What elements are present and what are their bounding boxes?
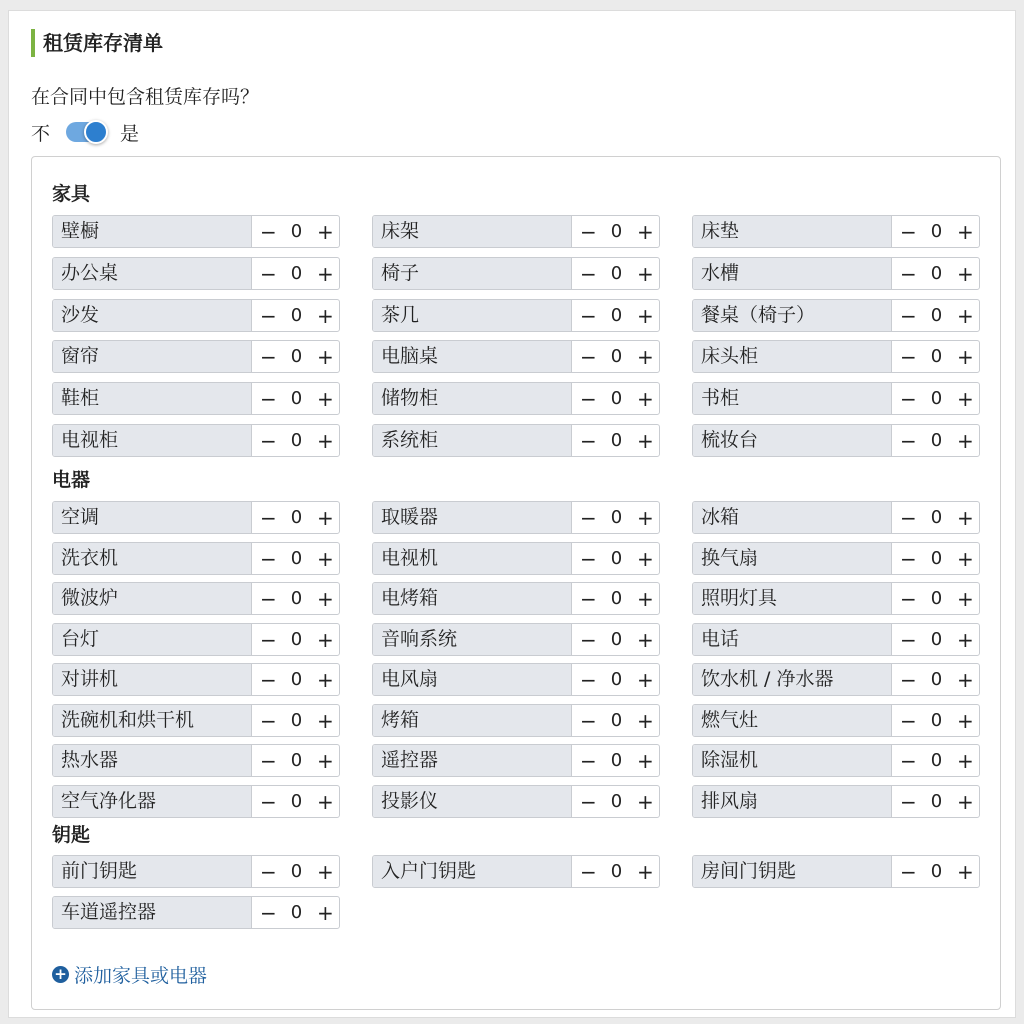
decrement-button[interactable]: − [900,219,917,244]
increment-button[interactable]: + [957,748,974,773]
increment-button[interactable]: + [637,505,654,530]
quantity-stepper [252,258,339,289]
decrement-button[interactable]: − [580,505,597,530]
quantity-stepper [252,583,339,614]
item-label: 床垫 [693,216,892,247]
quantity-value[interactable]: 0 [610,305,623,326]
item-label: 前门钥匙 [53,856,252,887]
increment-button[interactable]: + [317,505,334,530]
item-label: 电话 [693,624,892,655]
decrement-button[interactable]: − [260,505,277,530]
quantity-stepper [572,705,659,736]
decrement-button[interactable]: − [580,586,597,611]
quantity-value[interactable]: 0 [930,669,943,690]
item-label: 储物柜 [373,383,572,414]
item-label: 床头柜 [693,341,892,372]
quantity-stepper [892,216,979,247]
increment-button[interactable]: + [957,859,974,884]
increment-button[interactable]: + [957,261,974,286]
quantity-value[interactable]: 0 [290,263,303,284]
increment-button[interactable]: + [637,219,654,244]
decrement-button[interactable]: − [580,748,597,773]
increment-button[interactable]: + [637,859,654,884]
increment-button[interactable]: + [637,303,654,328]
quantity-value[interactable]: 0 [610,430,623,451]
quantity-stepper [572,425,659,456]
increment-button[interactable]: + [637,386,654,411]
inventory-item [692,704,980,737]
quantity-stepper [572,502,659,533]
quantity-stepper [572,300,659,331]
increment-button[interactable]: + [317,859,334,884]
toggle-off-label: 不 [31,122,51,145]
inventory-item [52,257,340,290]
inventory-item [52,896,340,929]
item-label: 房间门钥匙 [693,856,892,887]
quantity-value[interactable]: 0 [290,710,303,731]
inventory-item [52,501,340,534]
item-label: 微波炉 [53,583,252,614]
decrement-button[interactable]: − [260,748,277,773]
item-label: 取暖器 [373,502,572,533]
decrement-button[interactable]: − [900,505,917,530]
quantity-stepper [892,786,979,817]
quantity-value[interactable]: 0 [610,388,623,409]
increment-button[interactable]: + [317,546,334,571]
quantity-stepper [572,745,659,776]
section-title: 家具 [52,183,91,205]
increment-button[interactable]: + [957,667,974,692]
quantity-stepper [252,786,339,817]
quantity-stepper [252,664,339,695]
increment-button[interactable]: + [637,627,654,652]
decrement-button[interactable]: − [260,586,277,611]
increment-button[interactable]: + [317,586,334,611]
quantity-value[interactable]: 0 [930,588,943,609]
decrement-button[interactable]: − [580,667,597,692]
quantity-stepper [252,705,339,736]
decrement-button[interactable]: − [260,344,277,369]
decrement-button[interactable]: − [260,261,277,286]
item-label: 系统柜 [373,425,572,456]
quantity-stepper [892,705,979,736]
decrement-button[interactable]: − [900,859,917,884]
inventory-item [372,424,660,457]
item-label: 热水器 [53,745,252,776]
item-label: 水槽 [693,258,892,289]
inventory-item [52,623,340,656]
quantity-value[interactable]: 0 [610,669,623,690]
quantity-value[interactable]: 0 [290,221,303,242]
increment-button[interactable]: + [317,344,334,369]
decrement-button[interactable]: − [900,586,917,611]
increment-button[interactable]: + [957,505,974,530]
item-label: 对讲机 [53,664,252,695]
item-label: 办公桌 [53,258,252,289]
quantity-value[interactable]: 0 [610,629,623,650]
inventory-item [372,299,660,332]
decrement-button[interactable]: − [580,546,597,571]
increment-button[interactable]: + [957,627,974,652]
increment-button[interactable]: + [317,303,334,328]
increment-button[interactable]: + [957,344,974,369]
quantity-stepper [572,624,659,655]
inventory-item [692,623,980,656]
quantity-stepper [572,543,659,574]
include-inventory-question: 在合同中包含租赁库存吗？ [31,86,260,108]
item-label: 音响系统 [373,624,572,655]
increment-button[interactable]: + [957,586,974,611]
inventory-item [372,704,660,737]
item-label: 照明灯具 [693,583,892,614]
item-label: 椅子 [373,258,572,289]
quantity-value[interactable]: 0 [930,507,943,528]
quantity-stepper [572,383,659,414]
quantity-value[interactable]: 0 [610,263,623,284]
increment-button[interactable]: + [957,428,974,453]
toggle-on-label: 是 [120,122,140,145]
quantity-stepper [892,745,979,776]
quantity-stepper [892,341,979,372]
decrement-button[interactable]: − [580,344,597,369]
item-label: 梳妆台 [693,425,892,456]
inventory-item [692,340,980,373]
quantity-stepper [572,258,659,289]
quantity-stepper [892,624,979,655]
quantity-value[interactable]: 0 [290,861,303,882]
quantity-value[interactable]: 0 [610,507,623,528]
item-label: 换气扇 [693,543,892,574]
quantity-stepper [892,300,979,331]
include-inventory-toggle[interactable] [66,122,106,142]
increment-button[interactable]: + [317,789,334,814]
inventory-item [52,704,340,737]
quantity-stepper [572,856,659,887]
inventory-item [372,582,660,615]
inventory-item [52,785,340,818]
item-label: 电视机 [373,543,572,574]
inventory-item [692,855,980,888]
quantity-value[interactable]: 0 [930,221,943,242]
increment-button[interactable]: + [957,386,974,411]
decrement-button[interactable]: − [900,344,917,369]
quantity-stepper [572,341,659,372]
item-label: 洗碗机和烘干机 [53,705,252,736]
quantity-value[interactable]: 0 [290,669,303,690]
increment-button[interactable]: + [317,667,334,692]
quantity-stepper [892,856,979,887]
include-toggle-row [31,119,139,145]
decrement-button[interactable]: − [900,667,917,692]
quantity-value[interactable]: 0 [610,221,623,242]
decrement-button[interactable]: − [900,789,917,814]
increment-button[interactable]: + [317,627,334,652]
quantity-value[interactable]: 0 [290,588,303,609]
inventory-item [372,340,660,373]
quantity-stepper [252,745,339,776]
quantity-value[interactable]: 0 [610,791,623,812]
item-label: 窗帘 [53,341,252,372]
increment-button[interactable]: + [637,789,654,814]
inventory-item [372,663,660,696]
quantity-value[interactable]: 0 [930,430,943,451]
quantity-value[interactable]: 0 [290,750,303,771]
quantity-value[interactable]: 0 [930,263,943,284]
inventory-item [52,340,340,373]
increment-button[interactable]: + [637,261,654,286]
quantity-value[interactable]: 0 [930,346,943,367]
item-label: 电烤箱 [373,583,572,614]
increment-button[interactable]: + [957,789,974,814]
increment-button[interactable]: + [317,900,334,925]
quantity-value[interactable]: 0 [930,791,943,812]
decrement-button[interactable]: − [260,859,277,884]
item-label: 沙发 [53,300,252,331]
inventory-item [692,582,980,615]
quantity-value[interactable]: 0 [290,430,303,451]
increment-button[interactable]: + [317,708,334,733]
inventory-item [692,744,980,777]
inventory-item [52,582,340,615]
inventory-item [692,663,980,696]
quantity-stepper [892,543,979,574]
inventory-item [372,785,660,818]
item-label: 投影仪 [373,786,572,817]
quantity-stepper [892,425,979,456]
decrement-button[interactable]: − [580,859,597,884]
quantity-value[interactable]: 0 [290,791,303,812]
inventory-item [692,299,980,332]
inventory-item [52,663,340,696]
quantity-value[interactable]: 0 [610,710,623,731]
decrement-button[interactable]: − [260,546,277,571]
decrement-button[interactable]: − [900,386,917,411]
inventory-item [692,382,980,415]
inventory-item [692,257,980,290]
quantity-value[interactable]: 0 [610,548,623,569]
quantity-value[interactable]: 0 [290,507,303,528]
decrement-button[interactable]: − [260,667,277,692]
toggle-knob [84,120,108,144]
increment-button[interactable]: + [637,546,654,571]
decrement-button[interactable]: − [580,789,597,814]
inventory-item [52,744,340,777]
increment-button[interactable]: + [317,261,334,286]
inventory-item [52,855,340,888]
quantity-value[interactable]: 0 [930,629,943,650]
inventory-item [52,542,340,575]
item-label: 空调 [53,502,252,533]
inventory-item [52,382,340,415]
decrement-button[interactable]: − [260,386,277,411]
quantity-stepper [252,383,339,414]
quantity-value[interactable]: 0 [930,388,943,409]
plus-circle-icon: + [52,966,69,983]
page-title: 租赁库存清单 [31,29,163,57]
decrement-button[interactable]: − [900,428,917,453]
increment-button[interactable]: + [317,386,334,411]
item-label: 排风扇 [693,786,892,817]
quantity-stepper [252,897,339,928]
inventory-item [692,501,980,534]
item-label: 洗衣机 [53,543,252,574]
increment-button[interactable]: + [317,219,334,244]
quantity-stepper [252,624,339,655]
item-label: 餐桌（椅子） [693,300,892,331]
quantity-value[interactable]: 0 [930,710,943,731]
item-label: 遥控器 [373,745,572,776]
rental-inventory-card [8,10,1016,1018]
inventory-item [372,542,660,575]
decrement-button[interactable]: − [260,627,277,652]
decrement-button[interactable]: − [900,748,917,773]
item-label: 书柜 [693,383,892,414]
item-label: 电风扇 [373,664,572,695]
quantity-value[interactable]: 0 [610,861,623,882]
inventory-item [372,501,660,534]
quantity-value[interactable]: 0 [930,305,943,326]
decrement-button[interactable]: − [580,428,597,453]
item-label: 电视柜 [53,425,252,456]
decrement-button[interactable]: − [580,261,597,286]
quantity-stepper [572,583,659,614]
inventory-item [52,299,340,332]
quantity-stepper [252,425,339,456]
increment-button[interactable]: + [317,428,334,453]
decrement-button[interactable]: − [260,789,277,814]
inventory-item [52,215,340,248]
item-label: 台灯 [53,624,252,655]
increment-button[interactable]: + [637,667,654,692]
decrement-button[interactable]: − [580,303,597,328]
quantity-value[interactable]: 0 [290,346,303,367]
item-label: 冰箱 [693,502,892,533]
quantity-value[interactable]: 0 [290,388,303,409]
quantity-value[interactable]: 0 [610,750,623,771]
inventory-item [52,424,340,457]
add-item-link[interactable] [52,961,207,988]
increment-button[interactable]: + [637,748,654,773]
quantity-stepper [892,383,979,414]
item-label: 电脑桌 [373,341,572,372]
quantity-stepper [252,856,339,887]
quantity-stepper [892,258,979,289]
decrement-button[interactable]: − [580,708,597,733]
inventory-item [372,257,660,290]
increment-button[interactable]: + [637,344,654,369]
quantity-value[interactable]: 0 [930,861,943,882]
quantity-stepper [572,216,659,247]
decrement-button[interactable]: − [900,303,917,328]
inventory-item [372,623,660,656]
increment-button[interactable]: + [957,219,974,244]
item-label: 床架 [373,216,572,247]
quantity-stepper [892,664,979,695]
quantity-stepper [892,583,979,614]
decrement-button[interactable]: − [580,386,597,411]
increment-button[interactable]: + [637,428,654,453]
quantity-stepper [892,502,979,533]
increment-button[interactable]: + [957,303,974,328]
decrement-button[interactable]: − [260,303,277,328]
increment-button[interactable]: + [317,748,334,773]
quantity-value[interactable]: 0 [610,346,623,367]
inventory-panel [31,156,1001,1010]
decrement-button[interactable]: − [260,708,277,733]
inventory-item [372,382,660,415]
inventory-item [692,785,980,818]
quantity-value[interactable]: 0 [290,902,303,923]
quantity-value[interactable]: 0 [610,588,623,609]
quantity-stepper [572,664,659,695]
quantity-value[interactable]: 0 [930,750,943,771]
inventory-item [372,855,660,888]
add-item-label: 添加家具或电器 [74,965,208,987]
quantity-value[interactable]: 0 [290,305,303,326]
increment-button[interactable]: + [637,708,654,733]
increment-button[interactable]: + [957,708,974,733]
quantity-stepper [252,216,339,247]
item-label: 鞋柜 [53,383,252,414]
inventory-item [692,424,980,457]
decrement-button[interactable]: − [580,627,597,652]
quantity-value[interactable]: 0 [290,548,303,569]
quantity-stepper [252,502,339,533]
quantity-value[interactable]: 0 [290,629,303,650]
increment-button[interactable]: + [957,546,974,571]
increment-button[interactable]: + [637,586,654,611]
item-label: 空气净化器 [53,786,252,817]
inventory-item [692,542,980,575]
decrement-button[interactable]: − [580,219,597,244]
item-label: 入户门钥匙 [373,856,572,887]
quantity-stepper [252,300,339,331]
item-label: 烤箱 [373,705,572,736]
quantity-value[interactable]: 0 [930,548,943,569]
section-title: 钥匙 [52,824,91,846]
quantity-stepper [252,341,339,372]
decrement-button[interactable]: − [900,546,917,571]
decrement-button[interactable]: − [260,219,277,244]
decrement-button[interactable]: − [900,261,917,286]
decrement-button[interactable]: − [260,900,277,925]
inventory-item [692,215,980,248]
quantity-stepper [252,543,339,574]
decrement-button[interactable]: − [260,428,277,453]
item-label: 车道遥控器 [53,897,252,928]
section-title: 电器 [52,469,91,491]
decrement-button[interactable]: − [900,627,917,652]
item-label: 茶几 [373,300,572,331]
inventory-item [372,215,660,248]
item-label: 燃气灶 [693,705,892,736]
decrement-button[interactable]: − [900,708,917,733]
item-label: 除湿机 [693,745,892,776]
quantity-stepper [572,786,659,817]
item-label: 饮水机 / 净水器 [693,664,892,695]
item-label: 壁橱 [53,216,252,247]
inventory-item [372,744,660,777]
